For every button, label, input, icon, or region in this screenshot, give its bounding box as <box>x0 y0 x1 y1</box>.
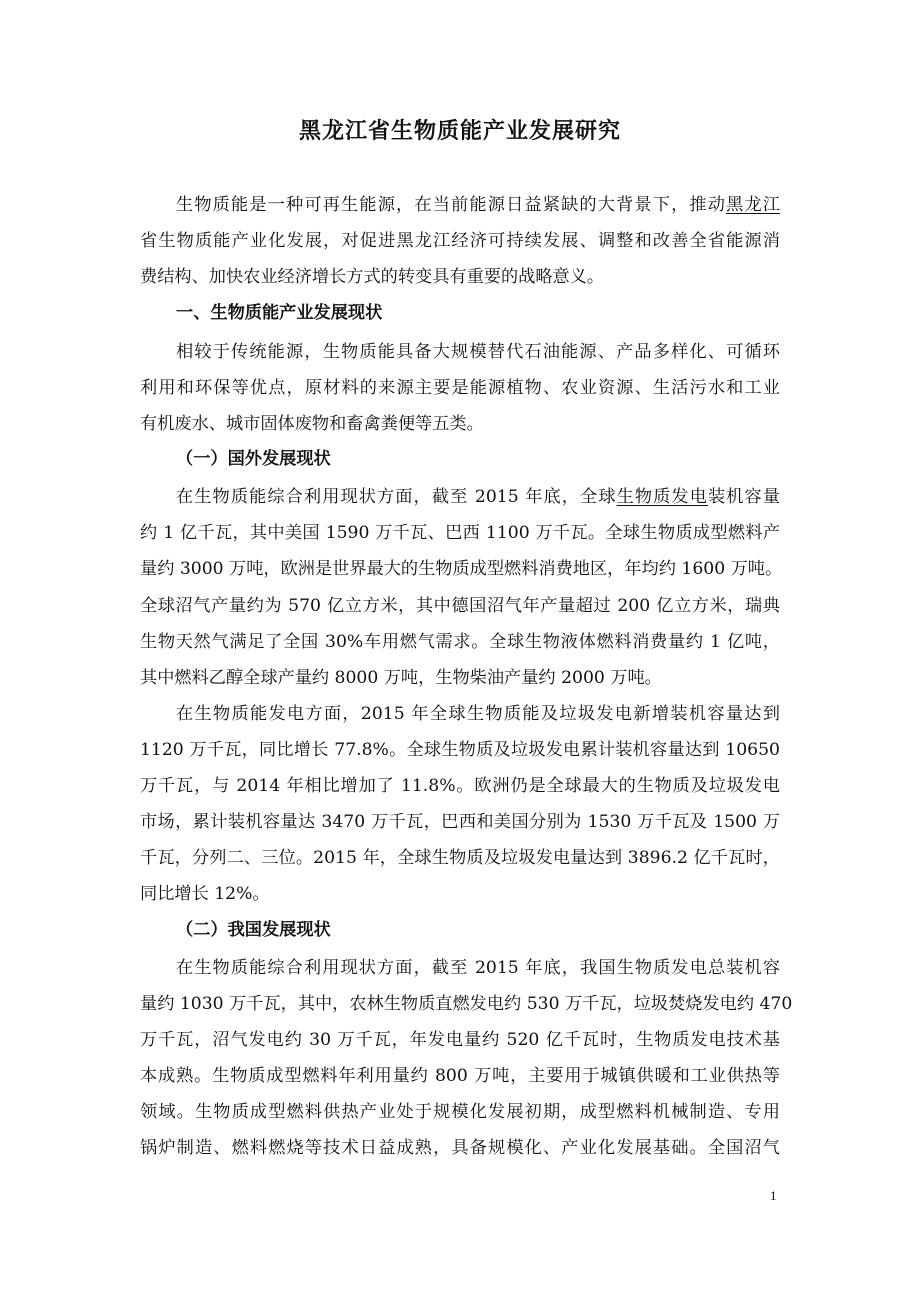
subsection-2-line-1: 在生物质能综合利用现状方面，截至 2015 年底，我国生物质发电总装机容 <box>176 958 780 978</box>
page-number: 1 <box>770 1188 777 1203</box>
subsection-2-heading: （二）我国发展现状 <box>176 920 331 940</box>
section-1-line-3: 有机废水、城市固体废物和畜禽粪便等五类。 <box>140 414 484 434</box>
subsection-1-line-4: 全球沼气产量约为 570 亿立方米，其中德国沼气年产量超过 200 亿立方米，瑞典 <box>140 596 780 616</box>
subsection-2-line-3: 万千瓦，沼气发电约 30 万千瓦，年发电量约 520 亿千瓦时，生物质发电技术基 <box>140 1030 780 1050</box>
subsection-1-p2-line-2: 1120 万千瓦，同比增长 77.8%。全球生物质及垃圾发电累计装机容量达到 10650 <box>140 740 780 760</box>
intro-text: 生物质能是一种可再生能源，在当前能源日益紧缺的大背景下，推动 <box>176 195 727 215</box>
subsection-1-line-5: 生物天然气满足了全国 30%车用燃气需求。全球生物液体燃料消费量约 1 亿吨， <box>140 632 780 652</box>
biomass-power-link[interactable]: 生物质发电 <box>616 487 708 507</box>
subsection-2-line-2: 量约 1030 万千瓦，其中，农林生物质直燃发电约 530 万千瓦，垃圾焚烧发电约 470 <box>140 994 793 1014</box>
subsection-1-p2-line-4: 市场，累计装机容量达 3470 万千瓦，巴西和美国分别为 1530 万千瓦及 1500 万 <box>140 812 780 832</box>
subsection-1-line-3: 量约 3000 万吨，欧洲是世界最大的生物质成型燃料消费地区，年均约 1600 万吨。 <box>140 559 783 579</box>
document-title: 黑龙江省生物质能产业发展研究 <box>298 119 621 144</box>
section-1-line-1: 相较于传统能源，生物质能具备大规模替代石油能源、产品多样化、可循环 <box>176 342 780 362</box>
intro-line-1 <box>176 194 780 216</box>
section-1-line-2: 利用和环保等优点，原材料的来源主要是能源植物、农业资源、生活污水和工业 <box>140 378 780 398</box>
subsection-1-p2-line-6: 同比增长 12%。 <box>140 884 270 904</box>
subsection-1-line-2: 约 1 亿千瓦，其中美国 1590 万千瓦、巴西 1100 万千瓦。全球生物质成型燃料产 <box>140 523 780 543</box>
section-1-heading: 一、生物质能产业发展现状 <box>176 303 383 323</box>
subsection-1-p2-line-5: 千瓦，分列二、三位。2015 年，全球生物质及垃圾发电量达到 3896.2 亿千瓦时， <box>140 848 780 868</box>
subsection-1-p2-line-3: 万千瓦，与 2014 年相比增加了 11.8%。欧洲仍是全球最大的生物质及垃圾发电 <box>140 776 780 796</box>
subsection-1-p2-line-1: 在生物质能发电方面，2015 年全球生物质能及垃圾发电新增装机容量达到 <box>176 704 780 724</box>
subsection-1-heading: （一）国外发展现状 <box>176 449 331 469</box>
subsection-2-line-6: 锅炉制造、燃料燃烧等技术日益成熟，具备规模化、产业化发展基础。全国沼气 <box>140 1138 780 1158</box>
intro-line-3: 费结构、加快农业经济增长方式的转变具有重要的战略意义。 <box>140 267 605 287</box>
subsection-1-text-a: 在生物质能综合利用现状方面，截至 2015 年底，全球 <box>176 487 617 507</box>
subsection-2-line-4: 本成熟。生物质成型燃料年利用量约 800 万吨，主要用于城镇供暖和工业供热等 <box>140 1066 780 1086</box>
subsection-2-line-5: 领域。生物质成型燃料供热产业处于规模化发展初期，成型燃料机械制造、专用 <box>140 1102 780 1122</box>
heilongjiang-link[interactable]: 黑龙江 <box>726 195 780 215</box>
subsection-1-line-6: 其中燃料乙醇全球产量约 8000 万吨，生物柴油产量约 2000 万吨。 <box>140 668 662 688</box>
subsection-1-line-1 <box>176 486 780 508</box>
intro-line-2: 省生物质能产业化发展，对促进黑龙江经济可持续发展、调整和改善全省能源消 <box>140 231 780 251</box>
subsection-1-text-b: 装机容量 <box>707 487 780 507</box>
